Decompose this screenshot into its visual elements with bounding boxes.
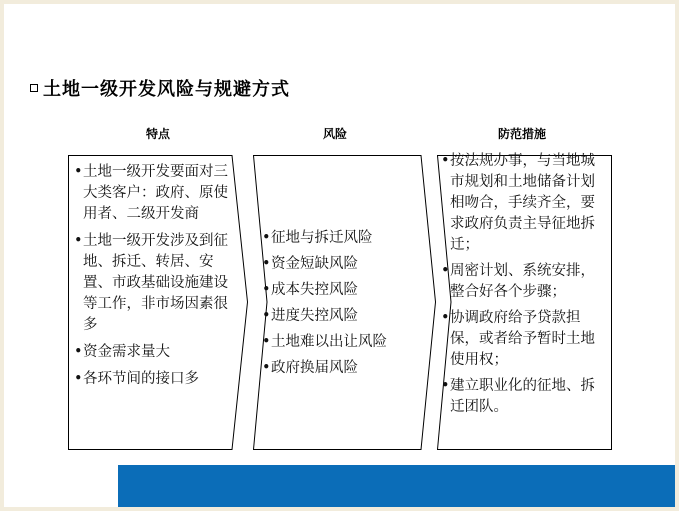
list-item: • 征地与拆迁风险 <box>262 228 426 249</box>
slide <box>4 4 675 507</box>
header-measures: 防范措施 <box>497 127 546 141</box>
list-item: • 土地难以出让风险 <box>262 332 426 353</box>
list-item: • 土地一级开发涉及到征地、拆迁、转居、安置、市政基础设施建设等工作，非市场因素很多 <box>74 231 234 336</box>
measures-box <box>437 155 612 450</box>
list-item: • 政府换届风险 <box>262 358 426 379</box>
list-item: • 各环节间的接口多 <box>74 369 234 390</box>
features-list <box>68 155 248 390</box>
list-item: • 周密计划、系统安排，整合好各个步骤； <box>441 261 604 303</box>
title-row <box>30 76 290 100</box>
list-item: • 资金需求量大 <box>74 342 234 363</box>
page-title: 土地一级开发风险与规避方式 <box>43 79 290 100</box>
features-box <box>68 155 248 450</box>
footer-accent-bar <box>118 465 675 507</box>
list-item: • 成本失控风险 <box>262 280 426 301</box>
risks-list <box>253 155 436 379</box>
square-bullet-icon <box>30 84 38 92</box>
list-item: • 土地一级开发要面对三大类客户：政府、原使用者、二级开发商 <box>74 162 234 225</box>
header-risks: 风险 <box>322 127 347 141</box>
list-item: • 协调政府给予贷款担保，或者给予暂时土地使用权； <box>441 308 604 371</box>
list-item: • 资金短缺风险 <box>262 254 426 275</box>
measures-list <box>437 151 612 418</box>
list-item: • 按法规办事，与当地城市规划和土地储备计划相吻合，手续齐全，要求政府负责主导征地拆迁； <box>441 151 604 256</box>
risks-box <box>253 155 436 450</box>
list-item: • 建立职业化的征地、拆迁团队。 <box>441 376 604 418</box>
header-features: 特点 <box>145 127 170 141</box>
list-item: • 进度失控风险 <box>262 306 426 327</box>
